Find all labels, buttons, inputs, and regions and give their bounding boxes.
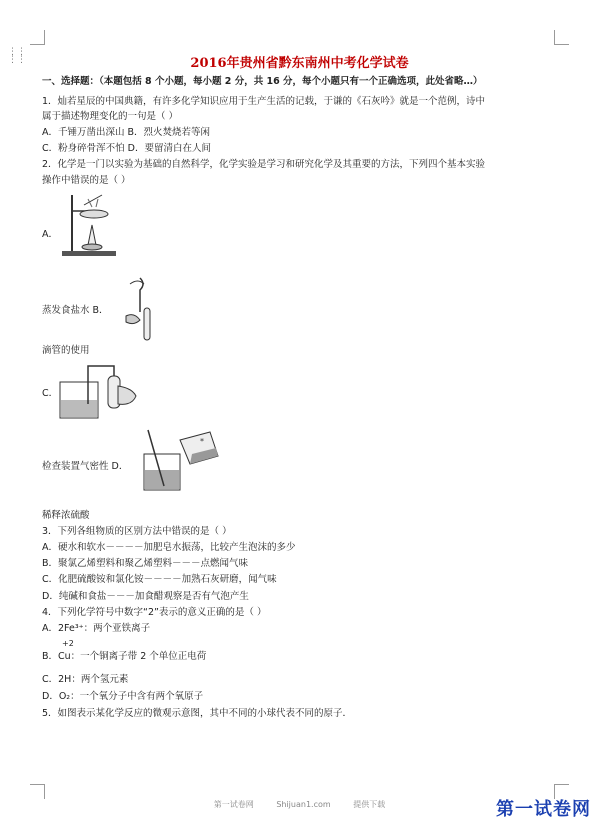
footer-left: 第一试卷网: [213, 800, 254, 809]
q2-option-c: C．: [42, 388, 59, 399]
move-handle-icon[interactable]: ⋮⋮ ⋮⋮: [8, 47, 26, 65]
footer-center[interactable]: Shijuan1.com: [276, 800, 331, 809]
svg-text:*: *: [200, 437, 204, 446]
q2-caption-d: 稀释浓硫酸: [42, 510, 90, 521]
footer-right: 提供下载: [353, 800, 386, 809]
q4-option-b-superscript: +2: [62, 639, 74, 648]
q3-option-d: D．纯碱和食盐－－－加食醋观察是否有气泡产生: [42, 591, 249, 602]
airtightness-check-figure: [58, 360, 140, 424]
crop-mark-bottom-left: [30, 784, 45, 799]
q4-option-d: D．O₂：一个氧分子中含有两个氧原子: [42, 691, 204, 702]
q4-option-c: C．2H：两个氢元素: [42, 674, 129, 685]
brand-logo-text: 第一试卷网: [496, 799, 591, 820]
dropper-figure: [120, 276, 160, 344]
q2-option-a: A．: [42, 229, 58, 240]
evaporation-apparatus-figure: [58, 193, 120, 259]
q1-stem-line1: 1．灿若星辰的中国典籍，有许多化学知识应用于生产生活的记载，于谦的《石灰吟》就是一个范例，诗中: [42, 96, 486, 107]
q1-options-cd: C．粉身碎骨浑不怕 D．要留清白在人间: [42, 143, 211, 154]
q2-stem-line1: 2．化学是一门以实验为基础的自然科学，化学实验是学习和研究化学及其重要的方法，下列四个基本实验: [42, 159, 486, 170]
q3-stem: 3．下列各组物质的区别方法中错误的是（ ）: [42, 526, 232, 537]
q4-option-b: B．Cu：一个铜离子带 2 个单位正电荷: [42, 651, 207, 662]
q3-option-b: B．聚氯乙烯塑料和聚乙烯塑料－－－点燃闻气味: [42, 558, 249, 569]
q5-stem: 5．如图表示某化学反应的微观示意图，其中不同的小球代表不同的原子．: [42, 708, 353, 719]
q1-stem-line2: 属于描述物理变化的一句是（ ）: [42, 111, 179, 122]
q4-option-a: A．2Fe³⁺：两个亚铁离子: [42, 623, 151, 634]
q3-option-c: C．化肥硫酸铵和氯化铵－－－－加熟石灰研磨，闻气味: [42, 574, 277, 585]
crop-mark-top-right: [554, 30, 569, 45]
q3-option-a: A．硬水和软水－－－－加肥皂水振荡，比较产生泡沫的多少: [42, 542, 296, 553]
q2-option-b: 蒸发食盐水 B．: [42, 305, 109, 316]
page-title: 2016年贵州省黔东南州中考化学试卷: [190, 56, 409, 71]
crop-mark-top-left: [30, 30, 45, 45]
q2-caption-b: 滴管的使用: [42, 345, 90, 356]
q2-stem-line2: 操作中错误的是（ ）: [42, 175, 131, 186]
q4-stem: 4．下列化学符号中数字“2”表示的意义正确的是（ ）: [42, 607, 267, 618]
dilute-acid-figure: [140, 426, 222, 494]
section-heading: 一、选择题：（本题包括 8 个小题，每小题 2 分，共 16 分，每个小题只有一个正确选项，此处省略…）: [42, 76, 483, 87]
q2-option-d: 检查装置气密性 D．: [42, 461, 129, 472]
q1-options-ab: A．千锤万凿出深山 B．烈火焚烧若等闲: [42, 127, 211, 138]
